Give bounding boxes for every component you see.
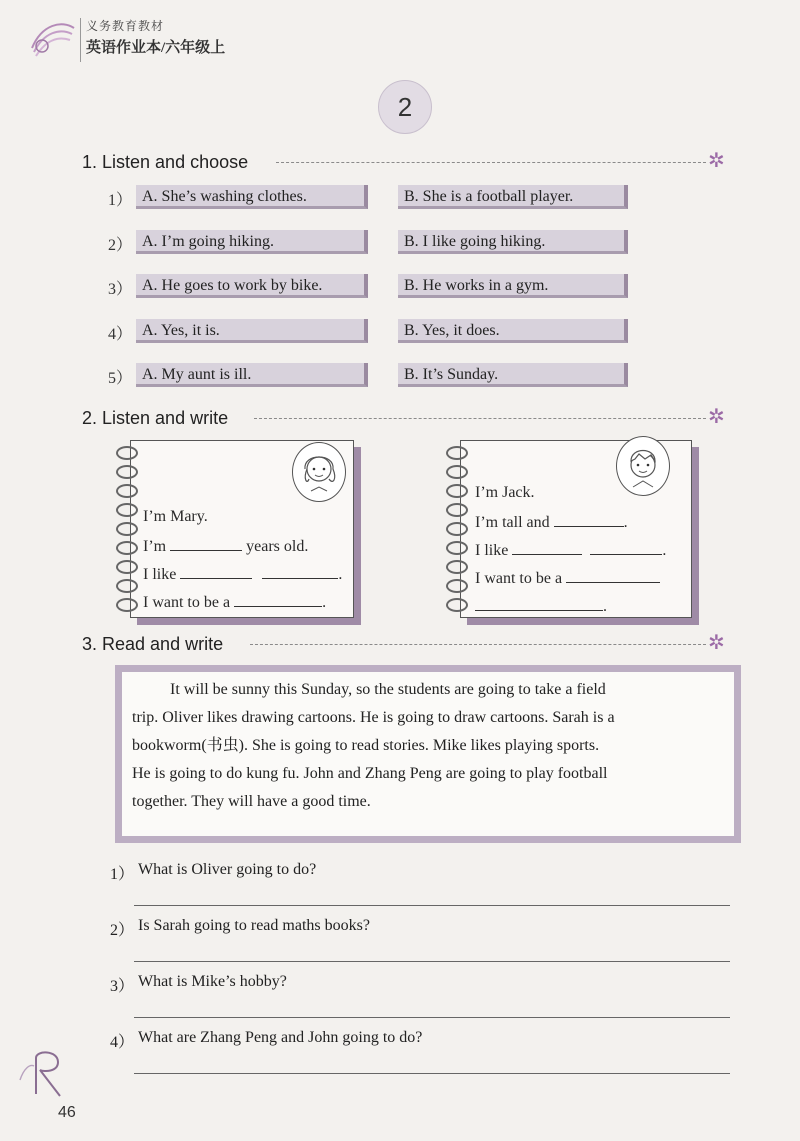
letter-r-decoration-icon	[14, 1040, 74, 1100]
option-b[interactable]: B. She is a football player.	[398, 185, 628, 209]
answer-blank[interactable]	[554, 512, 624, 527]
passage-line: together. They will have a good time.	[132, 793, 371, 810]
answer-blank[interactable]	[475, 596, 603, 611]
option-b[interactable]: B. I like going hiking.	[398, 230, 628, 254]
question-text: What is Mike’s hobby?	[138, 973, 287, 990]
option-number: 3）	[108, 281, 133, 298]
card-jack-line5	[475, 596, 607, 616]
card-text: years old.	[246, 538, 309, 555]
answer-blank[interactable]	[566, 568, 660, 583]
answer-blank[interactable]	[590, 540, 662, 555]
page-number: 46	[58, 1104, 76, 1121]
option-number: 5）	[108, 370, 133, 387]
reading-passage	[132, 676, 732, 816]
publisher-logo-icon	[28, 18, 76, 60]
card-text: I want to be a	[143, 594, 231, 611]
card-jack-line4	[475, 568, 660, 588]
card-text: I’m	[143, 538, 167, 555]
option-a[interactable]: A. I’m going hiking.	[136, 230, 368, 254]
card-mary-line4	[143, 592, 326, 612]
card-text: .	[338, 566, 343, 583]
passage-line: It will be sunny this Sunday, so the students are going to take a field	[170, 681, 606, 698]
option-a[interactable]: A. Yes, it is.	[136, 319, 368, 343]
section2-divider	[254, 418, 706, 419]
card-mary-line2	[143, 536, 308, 556]
answer-blank[interactable]	[170, 536, 242, 551]
card-mary-line1: I’m Mary.	[143, 508, 208, 525]
girl-avatar-icon	[292, 442, 346, 502]
flower-icon: ✲	[708, 150, 725, 172]
option-b[interactable]: B. Yes, it does.	[398, 319, 628, 343]
option-a[interactable]: A. He goes to work by bike.	[136, 274, 368, 298]
option-b[interactable]: B. It’s Sunday.	[398, 363, 628, 387]
card-text: .	[322, 594, 327, 611]
question-number: 1）	[110, 866, 135, 883]
spiral-binding-icon	[116, 446, 142, 617]
passage-line: He is going to do kung fu. John and Zhang Peng are going to play football	[132, 765, 608, 782]
header-series: 义务教育教材	[86, 19, 165, 33]
section2-heading: 2. Listen and write	[82, 408, 229, 428]
answer-blank[interactable]	[180, 564, 252, 579]
question-number: 2）	[110, 922, 135, 939]
section1-heading: 1. Listen and choose	[82, 152, 249, 172]
spiral-binding-icon	[446, 446, 472, 617]
answer-line[interactable]	[134, 1073, 730, 1074]
card-text: .	[662, 542, 667, 559]
answer-line[interactable]	[134, 961, 730, 962]
flower-icon: ✲	[708, 632, 725, 654]
section1-divider	[276, 162, 706, 163]
section3-divider	[250, 644, 706, 645]
section3-heading: 3. Read and write	[82, 634, 224, 654]
answer-blank[interactable]	[234, 592, 322, 607]
passage-line: trip. Oliver likes drawing cartoons. He is going to draw cartoons. Sarah is a	[132, 709, 615, 726]
question-text: Is Sarah going to read maths books?	[138, 917, 370, 934]
boy-avatar-icon	[616, 436, 670, 496]
card-text: .	[623, 514, 628, 531]
option-a[interactable]: A. She’s washing clothes.	[136, 185, 368, 209]
header-divider	[80, 18, 81, 62]
card-jack-line3	[475, 540, 666, 560]
card-jack-line1: I’m Jack.	[475, 484, 535, 501]
answer-line[interactable]	[134, 905, 730, 906]
passage-line: bookworm(书虫). She is going to read stories. Mike likes playing sports.	[132, 737, 600, 754]
unit-number-badge: 2	[378, 80, 432, 134]
question-number: 3）	[110, 978, 135, 995]
card-text: .	[603, 598, 607, 615]
answer-blank[interactable]	[262, 564, 338, 579]
question-text: What is Oliver going to do?	[138, 861, 317, 878]
card-jack-line2	[475, 512, 628, 532]
header-title: 英语作业本/六年级上	[86, 40, 226, 56]
question-text: What are Zhang Peng and John going to do?	[138, 1029, 423, 1046]
card-text: I like	[475, 542, 509, 559]
flower-icon: ✲	[708, 406, 725, 428]
card-mary-line3	[143, 564, 342, 584]
answer-blank[interactable]	[512, 540, 582, 555]
option-number: 4）	[108, 326, 133, 343]
option-number: 1）	[108, 192, 133, 209]
option-a[interactable]: A. My aunt is ill.	[136, 363, 368, 387]
card-text: I like	[143, 566, 177, 583]
card-text: I want to be a	[475, 570, 563, 587]
card-text: I’m tall and	[475, 514, 550, 531]
option-b[interactable]: B. He works in a gym.	[398, 274, 628, 298]
question-number: 4）	[110, 1034, 135, 1051]
answer-line[interactable]	[134, 1017, 730, 1018]
option-number: 2）	[108, 237, 133, 254]
